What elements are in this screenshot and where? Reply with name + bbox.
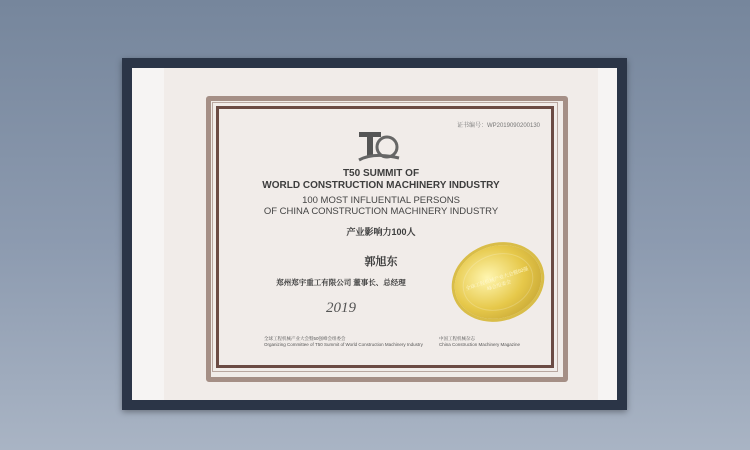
footer-left: [264, 336, 423, 348]
footer-right: [439, 336, 520, 348]
subtitle-chinese: 产业影响力100人: [346, 227, 416, 237]
seal-text: 全球工程机械产业大会暨50强峰会组委会: [455, 244, 541, 320]
subtitle-line-2: OF CHINA CONSTRUCTION MACHINERY INDUSTRY: [263, 206, 499, 217]
t50-logo-icon: [354, 130, 404, 164]
recipient-position: 郑州郑宇重工有限公司 董事长、总经理: [276, 278, 406, 287]
title-line-2: WORLD CONSTRUCTION MACHINERY INDUSTRY: [262, 180, 500, 191]
certificate-number: 证书编号：WP2019090200130: [456, 123, 540, 129]
certificate: [164, 68, 598, 400]
picture-frame: [122, 58, 627, 410]
subtitle-line-1: 100 MOST INFLUENTIAL PERSONS: [302, 195, 460, 206]
footer-left-en: Organizing Committee of T50 Summit of World Construction Machinery Industry: [264, 342, 423, 347]
frame-mat: [132, 68, 617, 400]
title-line-1: T50 SUMMIT OF: [342, 168, 420, 179]
footer-left-cn: 全球工程机械产业大会暨50强峰会组委会: [264, 336, 346, 341]
recipient-name: 郭旭东: [364, 256, 398, 268]
year: 2019: [326, 300, 356, 316]
footer-right-en: China Construction Machinery Magazine: [439, 342, 521, 347]
footer-right-cn: 中国工程机械杂志: [439, 336, 475, 341]
